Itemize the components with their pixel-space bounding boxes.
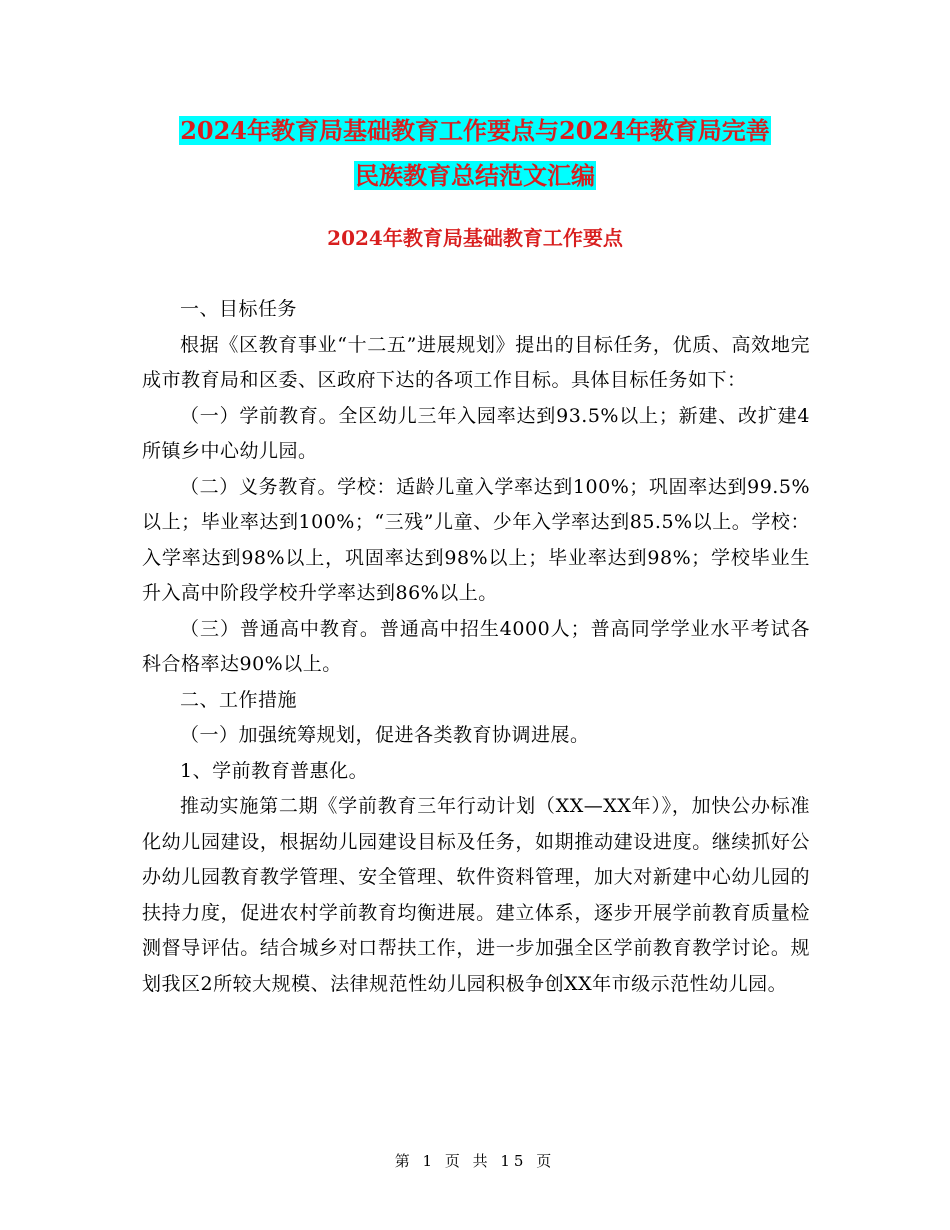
document-body	[142, 292, 810, 1002]
document-title-line1: 2024年教育局基础教育工作要点与2024年教育局完善	[180, 116, 770, 145]
paragraph: 根据《区教育事业“十二五”进展规划》提出的目标任务，优质、高效地完成市教育局和区委、区政府下达的各项工作目标。具体目标任务如下：	[142, 333, 810, 391]
paragraph: （一）加强统筹规划，促进各类教育协调进展。	[180, 724, 590, 746]
page-footer: 第 1 页 共 15 页	[394, 1152, 556, 1170]
paragraph: （三）普通高中教育。普通高中招生4000人；普高同学学业水平考试各科合格率达90%以上。	[142, 617, 810, 675]
heading-measures: 二、工作措施	[180, 688, 298, 711]
paragraph: 1、学前教育普惠化。	[180, 759, 369, 782]
section-title: 2024年教育局基础教育工作要点	[327, 226, 623, 250]
paragraph: （二）义务教育。学校：适龄儿童入学率达到100%；巩固率达到99.5%以上；毕业率达到100%；“三残”儿童、少年入学率达到85.5%以上。学校：入学率达到98%以上，巩固率达到98%以上；毕业率达到98%；学校毕业生升入高中阶段学校升学率达到86%以上。	[142, 475, 810, 604]
heading-goals: 一、目标任务	[180, 298, 298, 320]
paragraph: 推动实施第二期《学前教育三年行动计划（XX—XX年）》，加快公办标准化幼儿园建设，根据幼儿园建设目标及任务，如期推动建设进度。继续抓好公办幼儿园教育教学管理、安全管理、软件资料管理，加大对新建中心幼儿园的扶持力度，促进农村学前教育均衡进展。建立体系，逐步开展学前教育质量检测督导评估。结合城乡对口帮扶工作，进一步加强全区学前教育教学讨论。规划我区2所较大规模、法律规范性幼儿园积极争创XX年市级示范性幼儿园。	[142, 795, 810, 995]
paragraph: （一）学前教育。全区幼儿三年入园率达到93.5%以上；新建、改扩建4所镇乡中心幼儿园。	[142, 404, 810, 462]
document-title-line2: 民族教育总结范文汇编	[355, 161, 595, 190]
